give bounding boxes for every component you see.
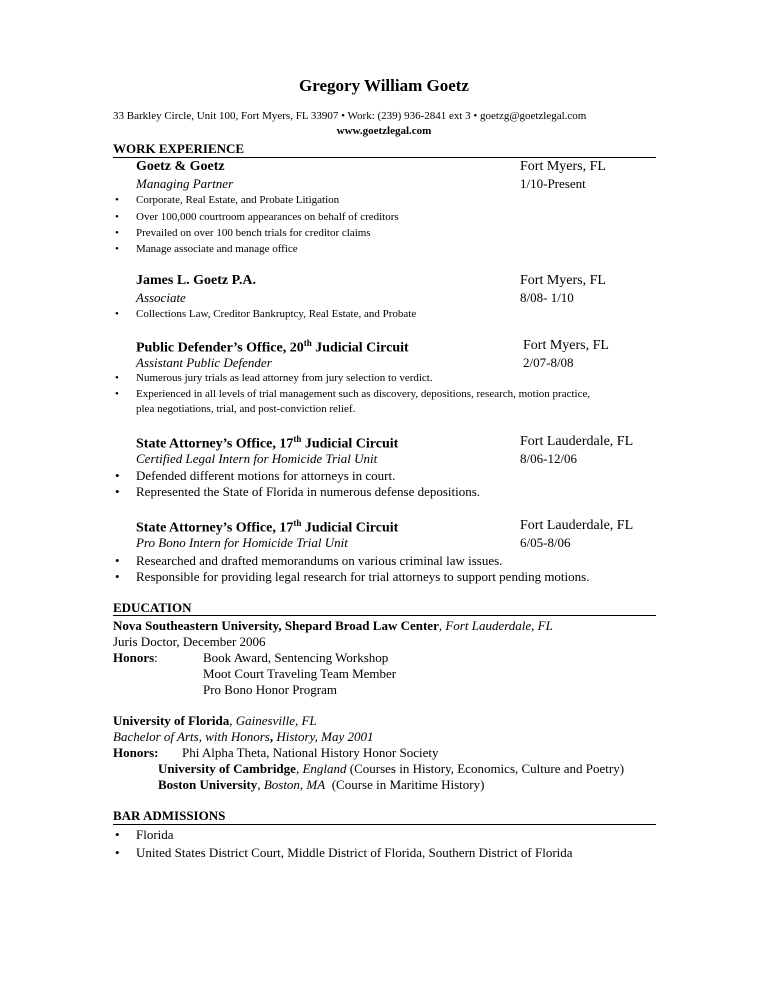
honor-item: Moot Court Traveling Team Member — [203, 666, 397, 681]
section-divider — [113, 824, 656, 825]
work-heading: WORK EXPERIENCE — [113, 141, 245, 156]
job-location: Fort Lauderdale, FL — [520, 518, 634, 533]
job-dates: 8/08- 1/10 — [520, 290, 574, 305]
job-dates: 8/06-12/06 — [520, 451, 578, 466]
honor-item: Phi Alpha Theta, National History Honor Society — [182, 745, 439, 760]
bullet-icon: • — [115, 227, 119, 239]
employer-name-part: Judicial Circuit — [301, 520, 399, 536]
list-item: Florida — [136, 827, 174, 842]
employer-name-part: Public Defender’s Office, 20 — [136, 340, 304, 356]
school-name: Nova Southeastern University, Shepard Broad Law Center — [113, 618, 439, 633]
resume-name: Gregory William Goetz — [299, 76, 469, 95]
contact-line: 33 Barkley Circle, Unit 100, Fort Myers, FL 33907 • Work: (239) 936-2841 ext 3 • goetzg@goetzlegal.com — [113, 110, 587, 122]
employer-name — [136, 434, 398, 453]
degree: Juris Doctor, December 2006 — [113, 634, 266, 649]
employer-name-part: Judicial Circuit — [301, 436, 399, 452]
job-dates: 2/07-8/08 — [523, 355, 574, 370]
school-line — [113, 713, 317, 729]
section-divider — [113, 615, 656, 616]
school-location: , Gainesville, FL — [229, 713, 317, 728]
bullet-icon: • — [115, 569, 120, 584]
education-heading: EDUCATION — [113, 600, 192, 615]
list-item: Corporate, Real Estate, and Probate Litigation — [136, 194, 340, 206]
employer-name: James L. Goetz P.A. — [136, 273, 257, 288]
bullet-icon: • — [115, 211, 119, 223]
job-dates: 6/05-8/06 — [520, 535, 571, 550]
job-location: Fort Lauderdale, FL — [520, 434, 634, 449]
ordinal-suffix: th — [303, 338, 312, 348]
list-item: Responsible for providing legal research for trial attorneys to support pending motions. — [136, 569, 590, 584]
bullet-icon: • — [115, 194, 119, 206]
section-divider — [113, 157, 656, 158]
job-dates: 1/10-Present — [520, 176, 586, 191]
bullet-icon: • — [115, 468, 120, 483]
school-line — [113, 618, 553, 634]
list-item: Defended different motions for attorneys in court. — [136, 468, 396, 483]
ordinal-suffix: th — [293, 434, 302, 444]
job-role: Associate — [136, 290, 186, 305]
list-item: United States District Court, Middle District of Florida, Southern District of Florida — [136, 845, 573, 860]
job-role: Assistant Public Defender — [136, 355, 272, 370]
list-item: Experienced in all levels of trial management such as discovery, depositions, research, motion practice, — [136, 388, 591, 400]
list-item: Researched and drafted memorandums on various criminal law issues. — [136, 553, 503, 568]
list-item: Over 100,000 courtroom appearances on behalf of creditors — [136, 211, 399, 223]
employer-name-part: State Attorney’s Office, 17 — [136, 436, 294, 452]
honor-item: Book Award, Sentencing Workshop — [203, 650, 389, 665]
bullet-icon: • — [115, 484, 120, 499]
employer-name — [136, 518, 398, 537]
job-location: Fort Myers, FL — [520, 159, 606, 174]
employer-name-part: State Attorney’s Office, 17 — [136, 520, 294, 536]
bullet-icon: • — [115, 372, 119, 384]
separator: , — [438, 618, 446, 633]
list-item: Prevailed on over 100 bench trials for creditor claims — [136, 227, 371, 239]
job-location: Fort Myers, FL — [520, 273, 606, 288]
ordinal-suffix: th — [293, 518, 302, 528]
school-name: University of Florida — [113, 713, 230, 728]
job-role: Managing Partner — [136, 176, 234, 191]
website-link[interactable]: www.goetzlegal.com — [336, 125, 432, 137]
list-item: Manage associate and manage office — [136, 243, 298, 255]
course-line: Boston University, Boston, MA (Course in Maritime History) — [158, 777, 485, 792]
employer-name-part: Judicial Circuit — [311, 340, 409, 356]
course-line: University of Cambridge, England (Courses in History, Economics, Culture and Poetry) — [158, 761, 625, 776]
job-role: Pro Bono Intern for Homicide Trial Unit — [136, 535, 348, 550]
list-item: Collections Law, Creditor Bankruptcy, Real Estate, and Probate — [136, 308, 417, 320]
list-item: Numerous jury trials as lead attorney from jury selection to verdict. — [136, 372, 433, 384]
bullet-icon: • — [115, 243, 119, 255]
degree: Bachelor of Arts, with Honors, History, May 2001 — [113, 729, 374, 744]
bar-heading: BAR ADMISSIONS — [113, 808, 226, 823]
bullet-icon: • — [115, 845, 120, 860]
employer-name — [136, 338, 409, 357]
list-item-continued: plea negotiations, trial, and post-conviction relief. — [136, 403, 356, 415]
bullet-icon: • — [115, 553, 120, 568]
job-location: Fort Myers, FL — [523, 338, 609, 353]
honors-label: Honors: — [113, 650, 158, 665]
bullet-icon: • — [115, 388, 119, 400]
bullet-icon: • — [115, 308, 119, 320]
bullet-icon: • — [115, 827, 120, 842]
employer-name: Goetz & Goetz — [136, 159, 225, 174]
job-role: Certified Legal Intern for Homicide Trial Unit — [136, 451, 378, 466]
school-location: Fort Lauderdale, FL — [445, 618, 553, 633]
honor-item: Pro Bono Honor Program — [203, 682, 337, 697]
list-item: Represented the State of Florida in numerous defense depositions. — [136, 484, 481, 499]
honors-label: Honors: — [113, 745, 159, 760]
